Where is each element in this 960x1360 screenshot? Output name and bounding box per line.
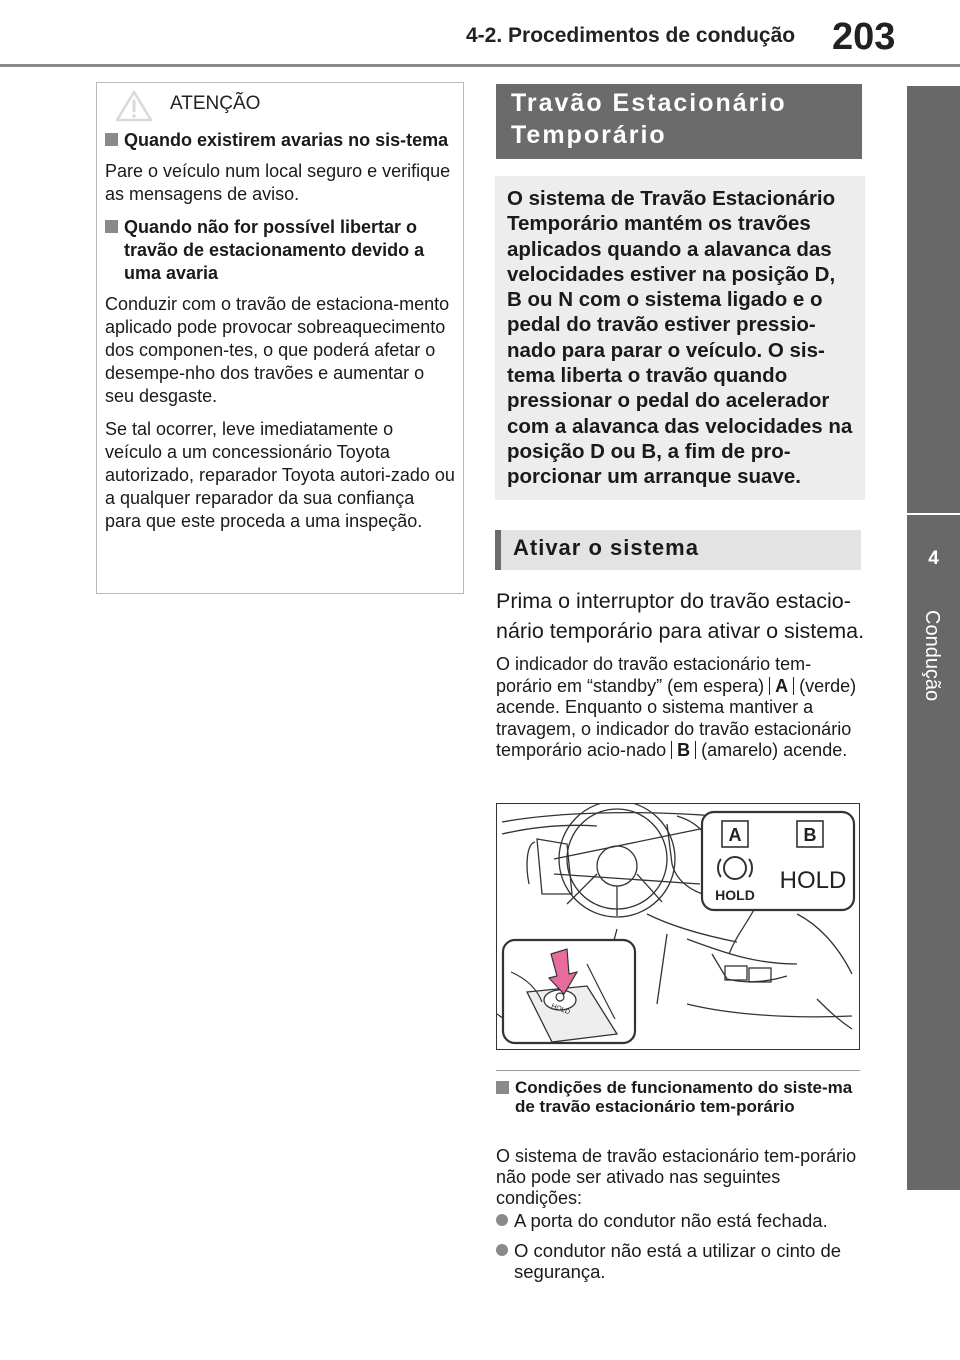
round-bullet-icon [496,1244,508,1256]
chapter-label: Condução [921,610,943,702]
square-bullet-icon [105,220,118,233]
condition-item-text: O condutor não está a utilizar o cinto de segurança. [514,1240,842,1282]
main-section-title: Travão Estacionário Temporário [496,84,862,159]
header-rule [0,64,960,67]
switch-hold-text: HOLD [550,1002,571,1017]
conditions-heading-text: Condições de funcionamento do siste-ma de travão estacionário tem-porário [515,1078,853,1116]
condition-item [496,1240,864,1282]
desc-text: O indicador do travão estacionário tem-porário em “standby” (em espera) [496,654,812,696]
warning-body [105,129,455,543]
indicator-b-text: HOLD [779,867,847,894]
warning-triangle-icon [114,89,154,123]
warning-heading-text: Quando existirem avarias no sis-tema [124,130,449,150]
figure-label-b: B [803,825,817,845]
warning-heading [105,129,455,152]
conditions-heading [496,1078,860,1116]
desc-text: (verde) acende. Enquanto o sistema mantiver a travagem, o indicador do travão estacionário temporário acio-nado [496,675,857,760]
intro-box: O sistema de Travão Estacionário Temporário mantém os travões aplicados quando a alavanca das velocidades estiver na posição D, B ou N com o sistema ligado e o pedal do travão estiver pressio-nado para parar o veículo. O sis-tema liberta o travão quando pressionar o pedal do acelerador com a alavanca das velocidades na posição D ou B, a fim de pro-porcionar um arranque suave. [495,176,865,500]
warning-header [97,83,463,127]
conditions-text: O sistema de travão estacionário tem-porário não pode ser ativado nas seguintes condições: [496,1146,857,1208]
condition-item-text: A porta do condutor não está fechada. [514,1210,828,1231]
square-bullet-icon [496,1081,509,1094]
dashboard-drawing [497,804,859,1049]
conditions-rule [496,1070,860,1071]
round-bullet-icon [496,1214,508,1226]
square-bullet-icon [105,133,118,146]
page-number: 203 [832,16,896,58]
step-description [496,654,864,762]
activate-heading: Ativar o sistema [495,530,861,570]
warning-title: ATENÇÃO [170,93,261,114]
section-title: 4-2. Procedimentos de condução [466,24,796,47]
warning-heading-text: Quando não for possível libertar o travão de estacionamento devido a uma avaria [124,217,425,283]
figure-label-a: A [728,825,742,845]
dashboard-illustration [496,803,860,1050]
label-b-box: B [671,741,696,759]
warning-heading [105,216,455,285]
step-instruction: Prima o interruptor do travão estacio-nário temporário para ativar o sistema. [496,589,865,643]
warning-paragraph: Conduzir com o travão de estaciona-mento aplicado pode provocar sobreaquecimento dos componen-tes, o que poderá afetar o desempe-nho dos travões e aumentar o seu desgaste. [105,294,450,406]
warning-paragraph: Pare o veículo num local seguro e verifique as mensagens de aviso. [105,161,451,204]
warning-box [96,82,464,594]
chapter-tab-divider [907,513,960,515]
condition-item [496,1210,864,1231]
label-a-box: A [769,677,794,695]
chapter-number: 4 [928,548,939,569]
desc-text: (amarelo) acende. [701,740,848,760]
indicator-a-text: HOLD [715,887,755,903]
warning-paragraph: Se tal ocorrer, leve imediatamente o veículo a um concessionário Toyota autorizado, reparador Toyota autori-zado ou a qualquer reparador da sua confiança para que este proceda a uma inspeção. [105,419,455,531]
